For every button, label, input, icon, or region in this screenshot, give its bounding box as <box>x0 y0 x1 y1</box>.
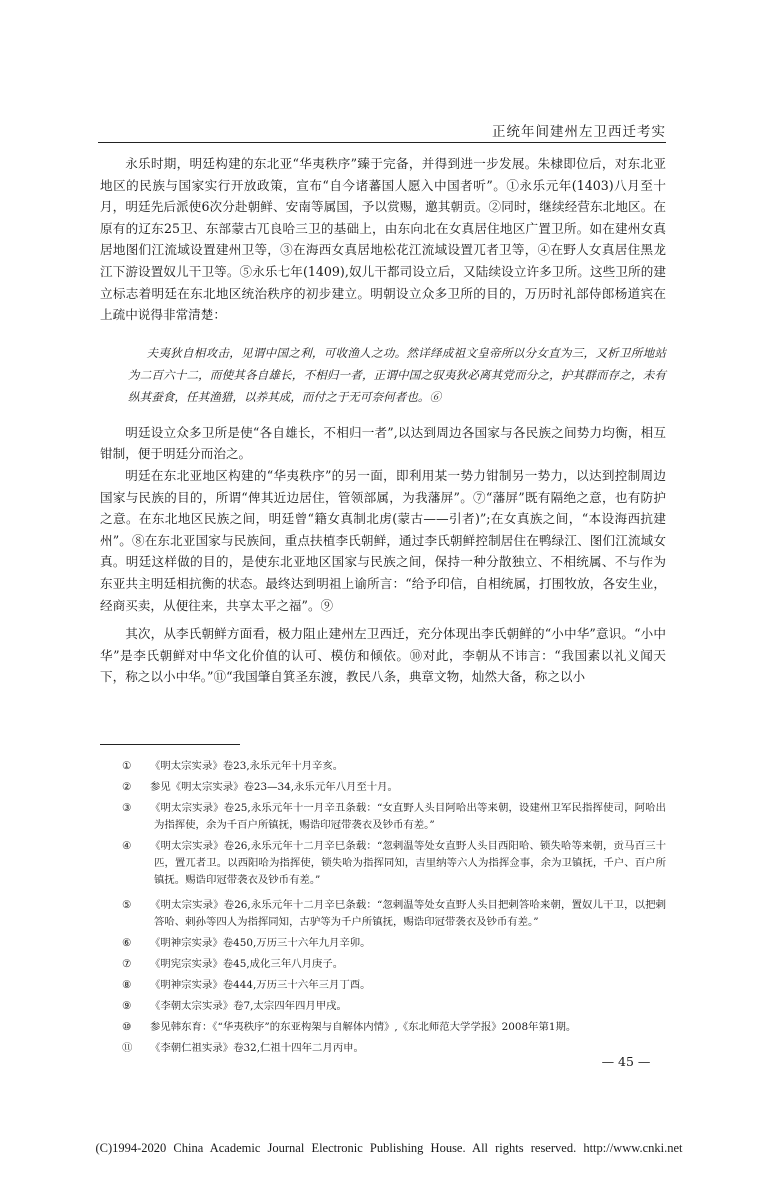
footnote-6 <box>100 935 666 952</box>
footnote-text: 《明太宗实录》卷26,永乐元年十二月辛巳条载：“忽剌温等处女直野人头目西阳哈、锁失哈等来朝，贡马百三十匹，置兀者卫。以西阳哈为指挥使，锁失哈为指挥同知，吉里纳等六人为指挥佥事，余为卫镇抚，千户、百户所镇抚。赐诰印冠带袭衣及钞币有差。” <box>150 840 666 886</box>
footnote-4 <box>100 838 666 889</box>
block-quote: 夫夷狄自相攻击，见谓中国之利，可收渔人之功。然详绎成祖文皇帝所以分女直为三，又析卫所地站为二百六十二，而使其各自雄长，不相归一者，正谓中国之驭夷狄必离其党而分之，护其群而存之，未有纵其蚕食，任其渔猎，以养其成，而付之于无可奈何者也。⑥ <box>128 345 666 404</box>
main-text <box>100 153 666 688</box>
page-number: — 45 — <box>601 1054 651 1069</box>
footnote-mark: ⑨ <box>122 1000 132 1012</box>
footnote-mark: ④ <box>122 840 132 852</box>
footnote-7 <box>100 956 666 973</box>
footnote-mark: ⑦ <box>122 958 132 970</box>
footnote-mark: ⑧ <box>122 979 132 991</box>
footnote-9 <box>100 998 666 1015</box>
footnote-text: 《明太宗实录》卷25,永乐元年十一月辛丑条载：“女直野人头目阿哈出等来朝，设建州卫军民指挥使司，阿哈出为指挥使，余为千百户所镇抚，赐诰印冠带袭衣及钞币有差。” <box>150 802 666 831</box>
footnote-mark: ⑥ <box>122 937 132 949</box>
footnote-text: 《李朝太宗实录》卷7,太宗四年四月甲戌。 <box>150 1000 347 1012</box>
footnotes <box>100 758 666 1061</box>
footnote-text: 《明太宗实录》卷26,永乐元年十二月辛巳条载：“忽剌温等处女直野人头目把剌答哈来朝，置奴儿干卫，以把剌答哈、剌孙等四人为指挥同知，古驴等为千户所镇抚，赐诰印冠带袭衣及钞币有差。” <box>150 899 666 928</box>
footnote-8 <box>100 977 666 994</box>
footnote-2 <box>100 779 666 796</box>
footnote-text: 《李朝仁祖实录》卷32,仁祖十四年二月丙申。 <box>150 1042 364 1054</box>
footnote-text: 《明宪宗实录》卷45,成化三年八月庚子。 <box>150 958 344 970</box>
footnote-mark: ⑤ <box>122 899 132 911</box>
paragraph-2: 明廷设立众多卫所是使“各自雄长，不相归一者”,以达到周边各国家与各民族之间势力均衡，相互钳制，便于明廷分而治之。 <box>100 424 666 462</box>
footnote-5 <box>100 897 666 931</box>
footnote-mark: ② <box>122 781 132 793</box>
paragraph-1: 永乐时期，明廷构建的东北亚“华夷秩序”臻于完备，并得到进一步发展。朱棣即位后，对东北亚地区的民族与国家实行开放政策，宣布“自今诸蕃国人愿入中国者听”。①永乐元年(1403)八月至十月，明廷先后派使6次分赴朝鲜、安南等属国，予以赏赐，邀其朝贡。②同时，继续经营东北地区。在原有的辽东25卫、东部蒙古兀良哈三卫的基础上，由东向北在女真居住地区广置卫所。如在建州女真居地图们江流域设置建州卫等，③在海西女真居地松花江流域设置兀者卫等，④在野人女真居住黑龙江下游设置奴儿干卫等。⑤永乐七年(1409),奴儿干都司设立后，又陆续设立许多卫所。这些卫所的建立标志着明廷在东北地区统治秩序的初步建立。明朝设立众多卫所的目的，万历时礼部侍郎杨道宾在上疏中说得非常清楚： <box>100 156 666 323</box>
paragraph-3: 明廷在东北亚地区构建的“华夷秩序”的另一面，即利用某一势力钳制另一势力，以达到控制周边国家与民族的目的，所谓“俾其近边居住，管领部属，为我藩屏”。⑦“藩屏”既有隔绝之意，也有防护之意。在东北地区民族之间，明廷曾“籍女真制北虏(蒙古——引者)”;在女真族之间，“本设海西抗建州”。⑧在东北亚国家与民族间，重点扶植李氏朝鲜，通过李氏朝鲜控制居住在鸭绿江、图们江流域女真。明廷这样做的目的，是使东北亚地区国家与民族之间，保持一种分散独立、不相统属、不与作为东亚共主明廷相抗衡的状态。最终达到明祖上谕所言：“给予印信，自相统属，打围牧放，各安生业，经商买卖，从便往来，共享太平之福”。⑨ <box>100 467 666 613</box>
footnote-3 <box>100 800 666 834</box>
paragraph-4: 其次，从李氏朝鲜方面看，极力阻止建州左卫西迁，充分体现出李氏朝鲜的“小中华”意识。“小中华”是李氏朝鲜对中华文化价值的认可、模仿和倾依。⑩对此，李朝从不讳言：“我国素以礼义闻天下，称之以小中华。”⑪“我国肇自箕圣东渡，教民八条，典章文物，灿然大备，称之以小 <box>100 626 666 685</box>
footnote-text: 参见韩东育：《“华夷秩序”的东亚构架与自解体内情》,《东北师范大学学报》2008年第1期。 <box>150 1021 577 1033</box>
copyright-notice: (C)1994-2020 China Academic Journal Electronic Publishing House. All rights reserved. http://www.cnki.net <box>95 1141 683 1155</box>
running-header: 正统年间建州左卫西迁考实 <box>492 124 666 140</box>
footnote-mark: ① <box>122 760 132 772</box>
footnote-text: 《明神宗实录》卷450,万历三十六年九月辛卯。 <box>150 937 371 949</box>
footnote-1 <box>100 758 666 775</box>
footnote-text: 《明神宗实录》卷444,万历三十六年三月丁酉。 <box>150 979 371 991</box>
footnote-11 <box>100 1040 666 1057</box>
footnote-divider <box>100 744 240 745</box>
footnote-mark: ⑩ <box>122 1021 132 1033</box>
footnote-text: 《明太宗实录》卷23,永乐元年十月辛亥。 <box>150 760 344 772</box>
footnote-10 <box>100 1019 666 1036</box>
footnote-mark: ⑪ <box>122 1042 133 1054</box>
footnote-mark: ③ <box>122 802 132 814</box>
footnote-text: 参见《明太宗实录》卷23—34,永乐元年八月至十月。 <box>150 781 398 793</box>
header-divider <box>98 142 666 143</box>
